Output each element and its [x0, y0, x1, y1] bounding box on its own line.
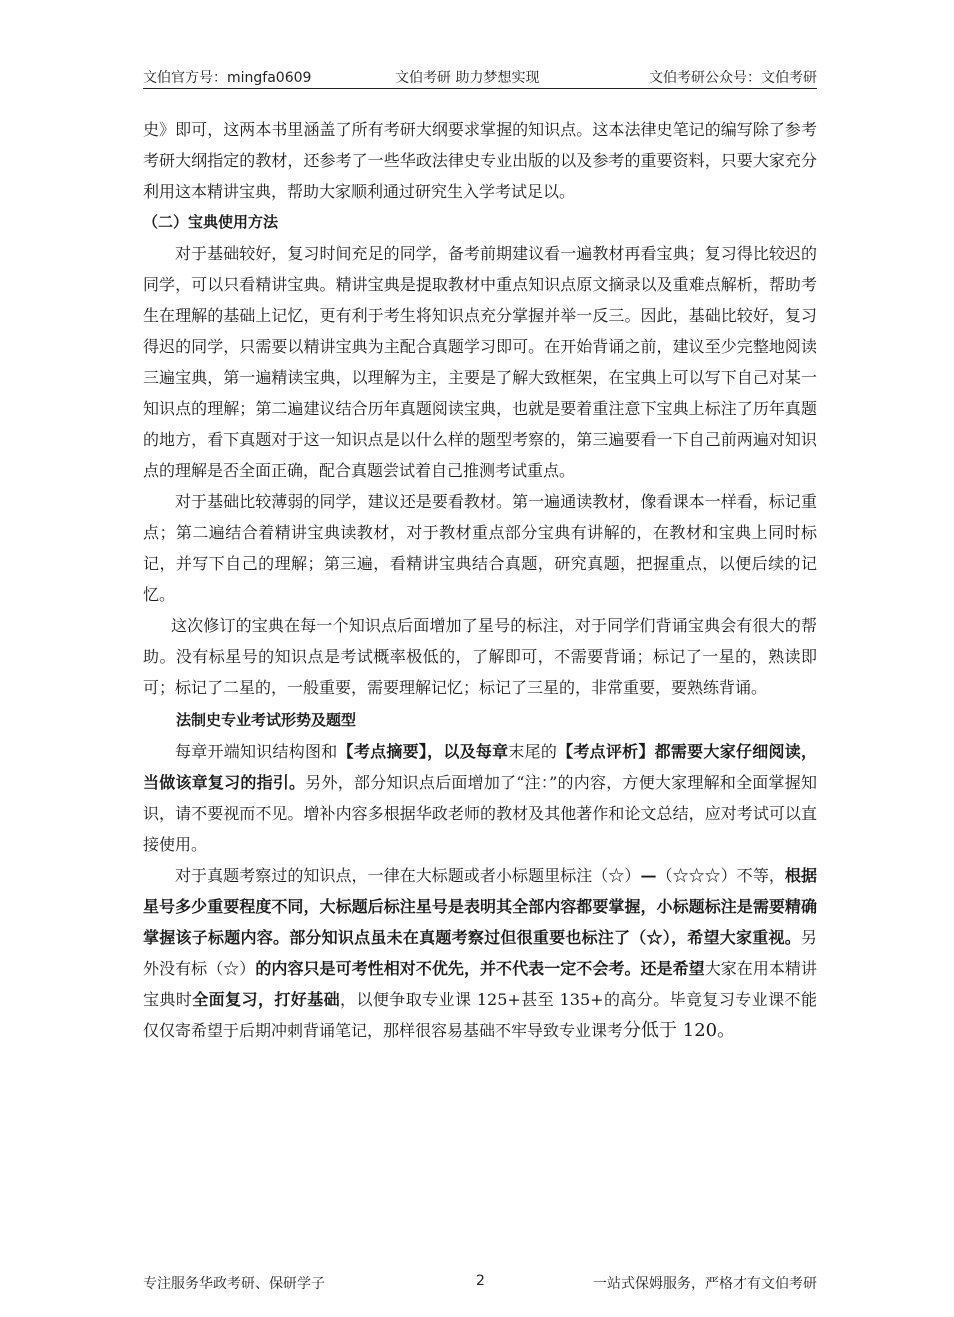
paragraph-exam-stars	[143, 860, 817, 1046]
paragraph-chapter-structure	[143, 736, 817, 860]
p6-text-3: 另外没有标（☆）	[143, 928, 817, 978]
page-header	[143, 66, 817, 89]
p6-bold-2: 的内容只是可考性相对不优先，并不代表一定不会考。还是希望	[255, 959, 705, 978]
p6-bold-1: 根据星号多少重要程度不同，大标题后标注星号是表明其全部内容都要掌握，小标题标注是需要精确掌握该子标题内容。部分知识点虽未在真题考察过但很重要也标注了（☆），希望大家重视。	[143, 866, 817, 947]
p6-text-1: 对于真题考察过的知识点，一律在大标题或者小标题里标注（☆）	[175, 866, 641, 885]
p5-text-1: 每章开端知识结构图和	[175, 742, 338, 761]
header-public-account: 文伯考研公众号：文伯考研	[649, 70, 817, 86]
section-heading-usage: （二）宝典使用方法	[143, 213, 279, 231]
p5-key-summary: 【考点摘要】，以及每章	[337, 742, 509, 761]
page-footer	[143, 1273, 817, 1293]
paragraph-weak-foundation: 对于基础比较薄弱的同学，建议还是要看教材。第一遍通读教材，像看课本一样看，标记重点；第二遍结合着精讲宝典读教材，对于教材重点部分宝典有讲解的，在教材和宝典上同时标记，并写下自己的理解；第三遍，看精讲宝典结合真题，研究真题，把握重点，以便后续的记忆。	[143, 492, 817, 604]
paragraph-intro-continued: 史》即可，这两本书里涵盖了所有考研大纲要求掌握的知识点。这本法律史笔记的编写除了参考考研大纲指定的教材，还参考了一些华政法律史专业出版的以及参考的重要资料，只要大家充分利用这本精讲宝典，帮助大家顺利通过研究生入学考试足以。	[143, 120, 817, 201]
header-official-account: 文伯官方号：mingfa0609	[143, 70, 312, 86]
paragraph-star-annotation: 这次修订的宝典在每一个知识点后面增加了星号的标注，对于同学们背诵宝典会有很大的帮助。没有标星号的知识点是考试概率极低的，了解即可，不需要背诵；标记了一星的，熟读即可；标记了二星的，一般重要，需要理解记忆；标记了三星的，非常重要，要熟练背诵。	[143, 616, 817, 697]
paragraph-strong-foundation: 对于基础较好，复习时间充足的同学，备考前期建议看一遍教材再看宝典；复习得比较迟的同学，可以只看精讲宝典。精讲宝典是提取教材中重点知识点原文摘录以及重难点解析，帮助考生在理解的基础上记忆，更有利于考生将知识点充分掌握并举一反三。因此，基础比较好，复习得迟的同学，只需要以精讲宝典为主配合真题学习即可。在开始背诵之前，建议至少完整地阅读三遍宝典，第一遍精读宝典，以理解为主，主要是了解大致框架，在宝典上可以写下自己对某一知识点的理解；第二遍建议结合历年真题阅读宝典，也就是要着重注意下宝典上标注了历年真题的地方，看下真题对于这一知识点是以什么样的题型考察的，第三遍要看一下自己前两遍对知识点的理解是否全面正确，配合真题尝试着自己推测考试重点。	[143, 244, 817, 480]
p6-text-4: 大家在用本精讲宝典时	[143, 959, 817, 1009]
p5-text-2: 末尾的	[508, 742, 558, 761]
p6-dash: —	[640, 866, 657, 885]
page-number: 2	[476, 1273, 485, 1289]
header-slogan: 文伯考研 助力梦想实现	[395, 70, 540, 86]
page-body	[143, 114, 817, 1046]
p5-text-3: 另外，部分知识点后面增加了“注：”的内容，方便大家理解和全面掌握知识，请不要视而不见。增补内容多根据华政老师的教材及其他著作和论文总结，应对考试可以直接使用。	[143, 773, 817, 854]
p6-text-2: （☆☆☆）不等，	[656, 866, 785, 885]
footer-slogan: 一站式保姆服务，严格才有文伯考研	[593, 1276, 817, 1292]
section-heading-exam-format: 法制史专业考试形势及题型	[176, 711, 357, 729]
p5-key-analysis: 【考点评析】都需要大家仔细阅读，当做该章复习的指引。	[143, 742, 817, 792]
p6-text-6: 分低于 120。	[623, 1020, 736, 1041]
p6-text-5: ，以便争取专业课 125+甚至 135+的高分。毕竟复习专业课不能仅仅寄希望于后期冲刺背诵笔记，那样很容易基础不牢导致专业课考	[143, 990, 817, 1040]
footer-service-note: 专注服务华政考研、保研学子	[143, 1276, 325, 1292]
p6-bold-3: 全面复习，打好基础	[192, 990, 341, 1009]
